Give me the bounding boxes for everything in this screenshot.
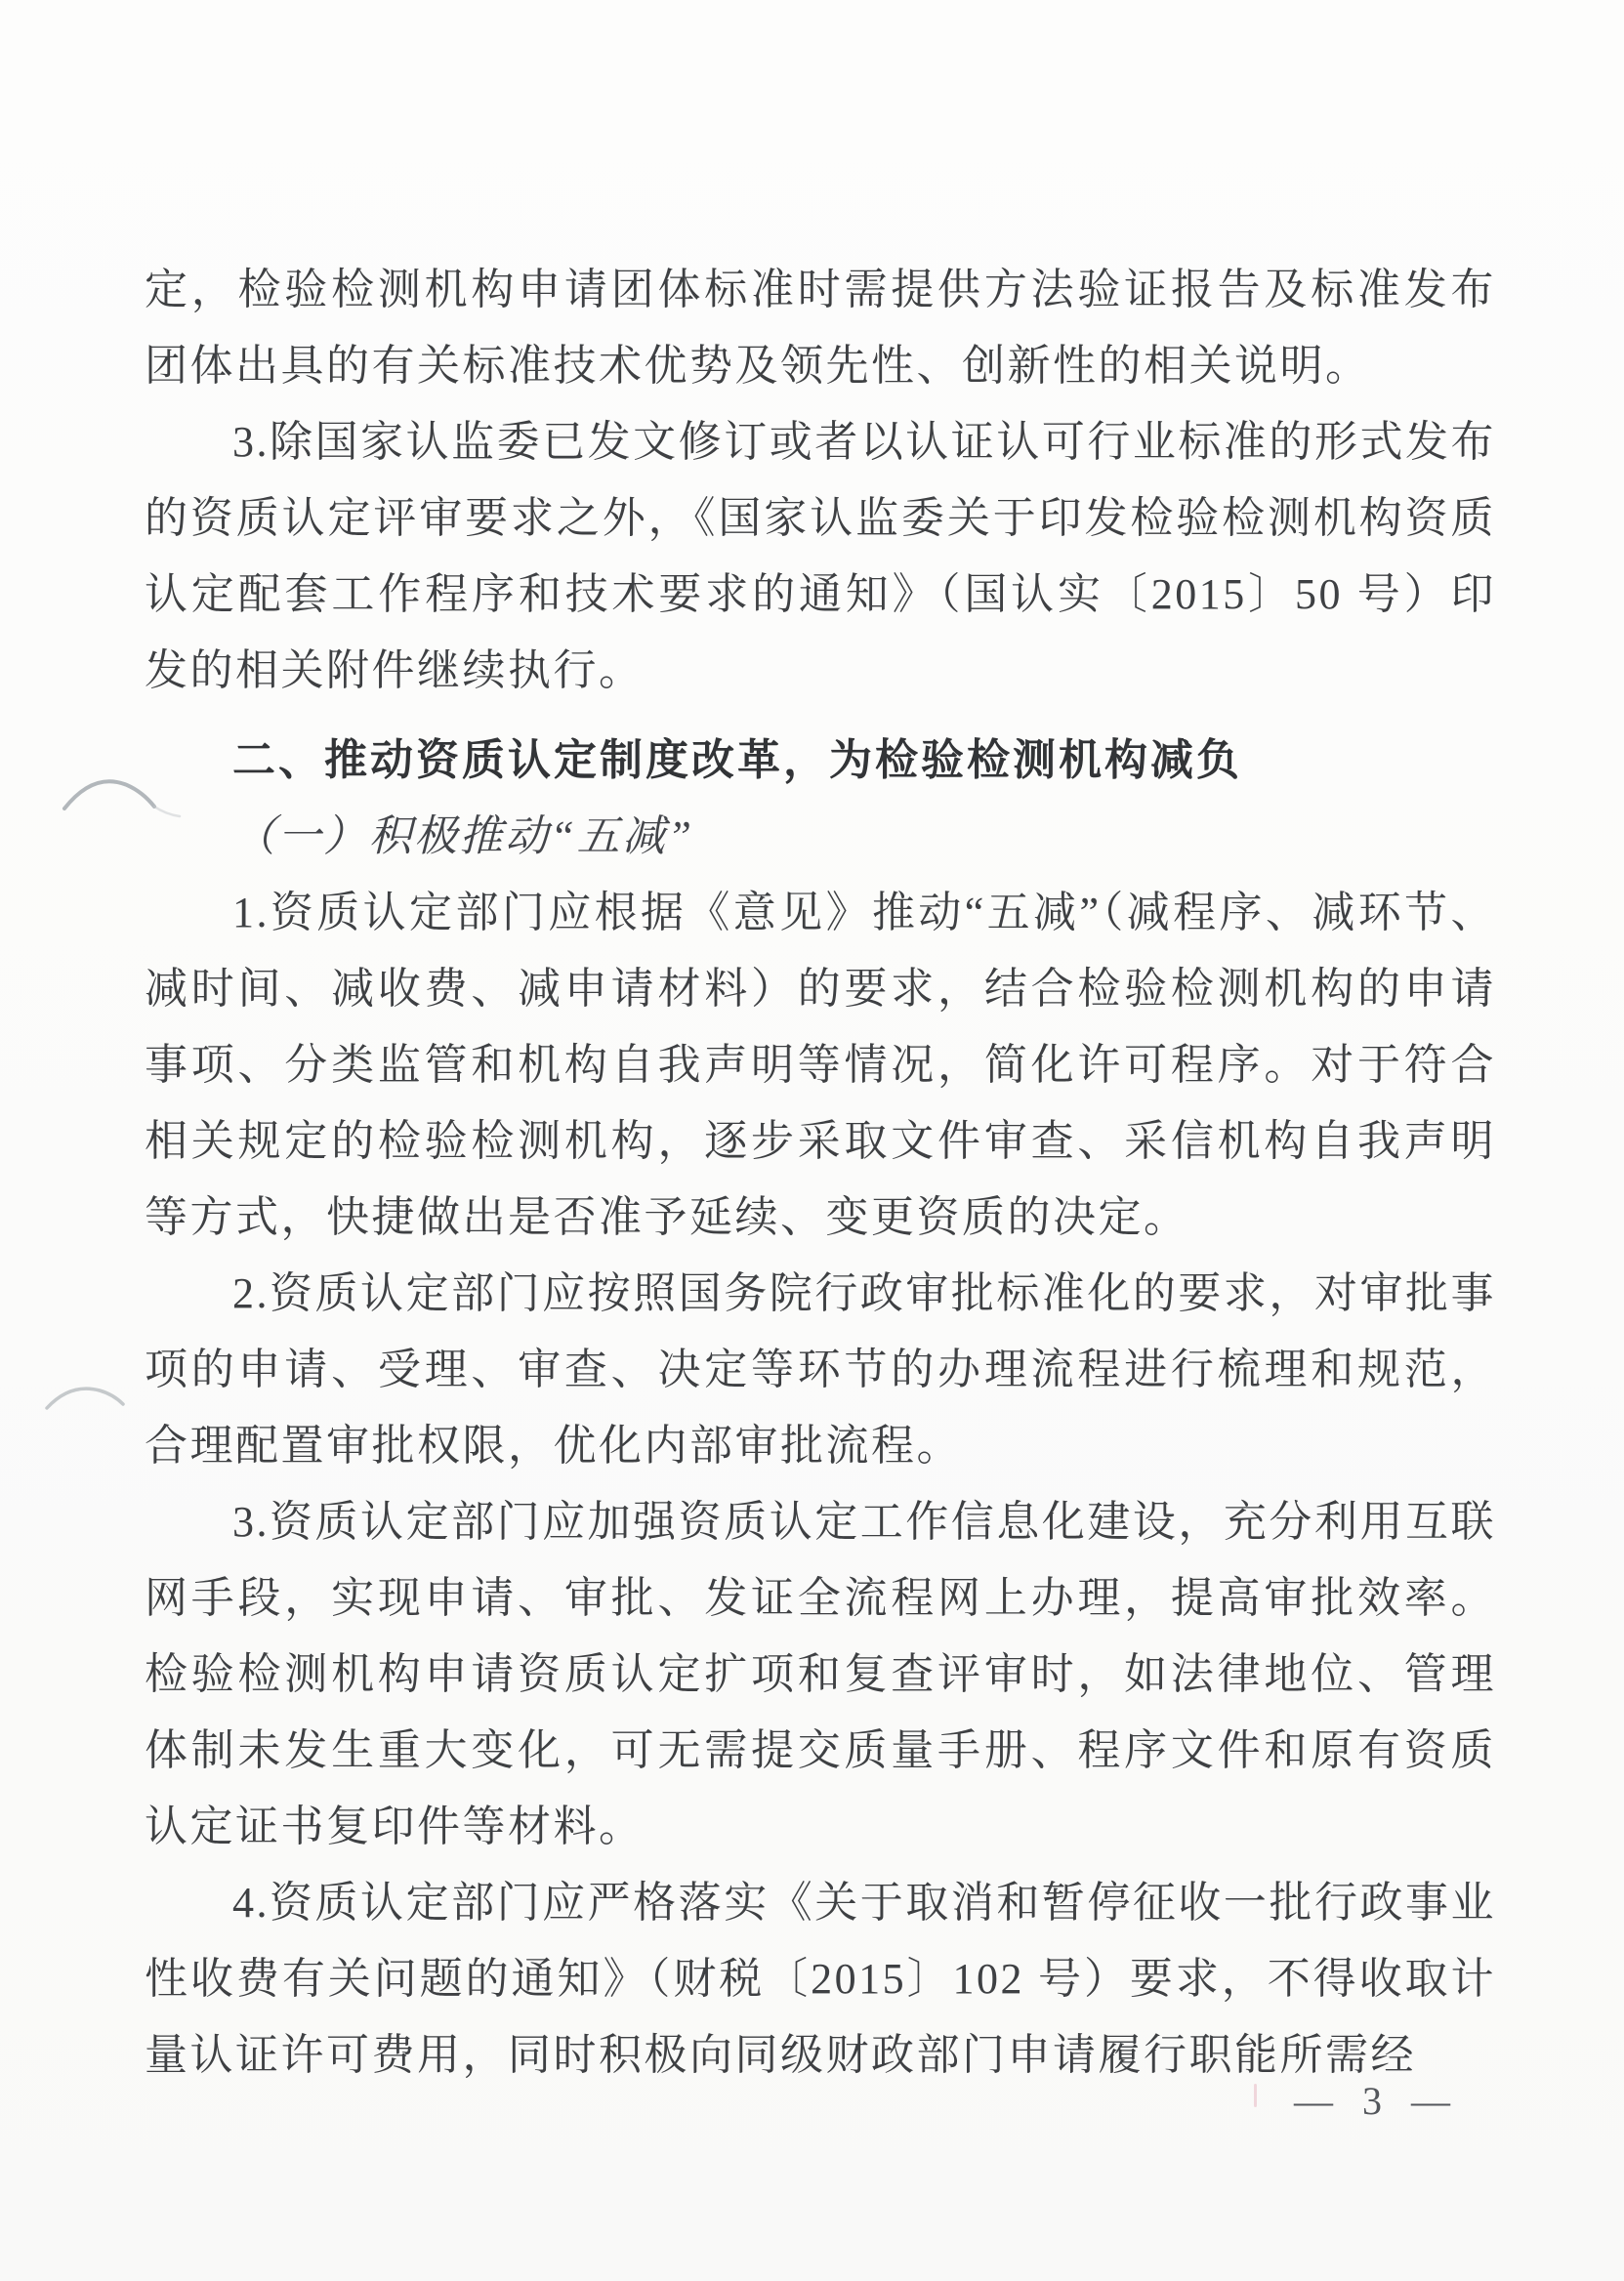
paragraph-item-3: 3.资质认定部门应加强资质认定工作信息化建设，充分利用互联网手段，实现申请、审批、发证全流程网上办理，提高审批效率。检验检测机构申请资质认定扩项和复查评审时，如法律地位、管理体制未发生重大变化，可无需提交质量手册、程序文件和原有资质认定证书复印件等材料。 bbox=[145, 1498, 1496, 1850]
subsection-heading: （一）积极推动“五减” bbox=[232, 812, 694, 860]
paragraph-item-2: 2.资质认定部门应按照国务院行政审批标准化的要求，对审批事项的申请、受理、审查、决定等环节的办理流程进行梳理和规范，合理配置审批权限，优化内部审批流程。 bbox=[145, 1269, 1496, 1470]
paragraph-item-1: 1.资质认定部门应根据《意见》推动“五减”（减程序、减环节、减时间、减收费、减申请材料）的要求，结合检验检测机构的申请事项、分类监管和机构自我声明等情况，简化许可程序。对于符合相关规定的检验检测机构，逐步采取文件审查、采信机构自我声明等方式，快捷做出是否准予延续、变更资质的决定。 bbox=[145, 889, 1496, 1241]
page-number: — 3 — bbox=[1294, 2079, 1460, 2123]
paragraph-item-4: 4.资质认定部门应严格落实《关于取消和暂停征收一批行政事业性收费有关问题的通知》（财税〔2015〕102 号）要求，不得收取计量认证许可费用，同时积极向同级财政部门申请履行职能所需经 bbox=[145, 1879, 1496, 2079]
scan-artifact-curve-middle bbox=[41, 1375, 148, 1430]
paragraph-continuation: 定，检验检测机构申请团体标准时需提供方法验证报告及标准发布团体出具的有关标准技术优势及领先性、创新性的相关说明。 bbox=[145, 266, 1496, 390]
paragraph-item-3-prev-section: 3.除国家认监委已发文修订或者以认证认可行业标准的形式发布的资质认定评审要求之外，《国家认监委关于印发检验检测机构资质认定配套工作程序和技术要求的通知》（国认实〔2015〕50 号）印发的相关附件继续执行。 bbox=[145, 418, 1496, 694]
document-body bbox=[145, 252, 1496, 2094]
section-heading: 二、推动资质认定制度改革，为检验检测机构减负 bbox=[232, 736, 1242, 784]
